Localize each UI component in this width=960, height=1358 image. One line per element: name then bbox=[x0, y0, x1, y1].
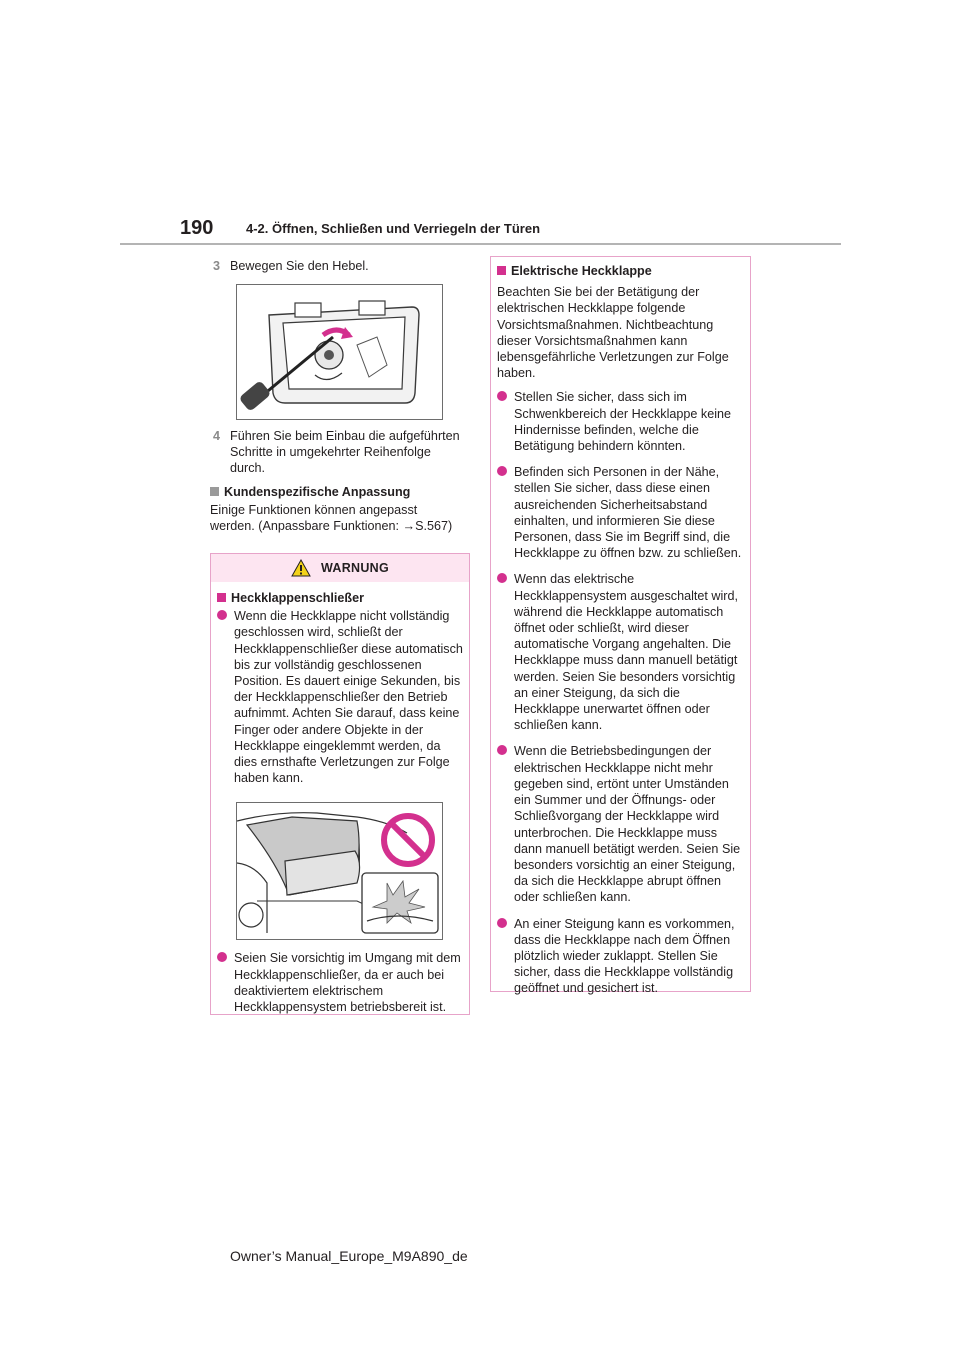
warning-bullet bbox=[217, 950, 463, 1015]
step-3 bbox=[213, 258, 468, 274]
power-bullet bbox=[497, 743, 744, 905]
power-bullet bbox=[497, 389, 744, 454]
warning-box bbox=[210, 553, 470, 1015]
power-bullet bbox=[497, 464, 744, 561]
warning-heading bbox=[217, 590, 463, 606]
warning-heading-text: Heckklappenschließer bbox=[231, 591, 364, 605]
step-4 bbox=[213, 428, 468, 477]
custom-heading bbox=[210, 484, 468, 500]
power-intro: Beachten Sie bei der Betätigung der elektrischen Heckklappe folgende Vorsichtsmaßnahmen. Nichtbeachtung dieser Vorsichtsmaßnahmen kann lebensgefährliche Verletzungen zur Folge haben. bbox=[497, 285, 729, 381]
section-square-icon bbox=[497, 266, 506, 275]
lever-drawing bbox=[237, 285, 442, 419]
bullet-dot-icon bbox=[497, 391, 507, 401]
bullet-dot-icon bbox=[497, 918, 507, 928]
power-bullet-text: An einer Steigung kann es vorkommen, dass die Heckklappe nach dem Öffnen plötzlich wieder zuklappt. Stellen Sie sicher, dass die Heckklappe vollständig geöffnet und gesichert ist. bbox=[514, 916, 735, 996]
bullet-dot-icon bbox=[497, 466, 507, 476]
power-bullet-text: Stellen Sie sicher, dass sich im Schwenkbereich der Heckklappe keine Hindernisse befinden, welche die Betätigung behindern könnten. bbox=[514, 390, 732, 454]
step-number: 4 bbox=[213, 429, 221, 443]
warning-bullet bbox=[217, 608, 463, 786]
custom-text: Einige Funktionen können angepasst werden. (Anpassbare Funktionen: →S.567) bbox=[210, 503, 453, 534]
warning-triangle-icon bbox=[291, 559, 311, 577]
tailgate-illustration bbox=[236, 802, 443, 940]
custom-heading-text: Kundenspezifische Anpassung bbox=[224, 485, 411, 499]
warning-label: WARNUNG bbox=[320, 561, 390, 575]
bullet-dot-icon bbox=[497, 745, 507, 755]
footer-text: Owner’s Manual_Europe_M9A890_de bbox=[230, 1248, 468, 1264]
power-tailgate-box bbox=[490, 256, 751, 996]
power-bullet bbox=[497, 571, 744, 733]
power-heading-text: Elektrische Heckklappe bbox=[511, 264, 652, 278]
power-bullet bbox=[497, 916, 744, 997]
bullet-dot-icon bbox=[217, 952, 227, 962]
warning-bullet-text: Wenn die Heckklappe nicht vollständig geschlossen wird, schließt der Heckklappenschließer diese automatisch bis zur vollständig geschlossenen Position. Es dauert einige Sekunden, bis der Heckklappenschließer den Betrieb aufnimmt. Achten Sie darauf, dass keine Finger oder andere Objekte in der Heckklappe eingeklemmt werden, da dies ernsthafte Verletzungen zur Folge haben kann. bbox=[234, 609, 463, 786]
chapter-title: 4-2. Öffnen, Schließen und Verriegeln der Türen bbox=[246, 221, 541, 236]
section-square-icon bbox=[210, 487, 219, 496]
lever-illustration bbox=[236, 284, 443, 420]
step-text: Bewegen Sie den Hebel. bbox=[230, 259, 369, 273]
power-bullet-text: Befinden sich Personen in der Nähe, stellen Sie sicher, dass diese einen ausreichenden Sicherheitsabstand einhalten, und informieren Sie diese Personen, dass Sie im Begriff sind, die Heckklappe zu öffnen bzw. zu schließen. bbox=[514, 465, 742, 561]
header-rule bbox=[120, 243, 841, 245]
power-heading bbox=[497, 263, 744, 279]
warning-header bbox=[211, 554, 469, 582]
tailgate-drawing bbox=[237, 803, 442, 939]
step-text: Führen Sie beim Einbau die aufgeführten Schritte in umgekehrter Reihenfolge durch. bbox=[230, 429, 460, 476]
bullet-dot-icon bbox=[217, 610, 227, 620]
step-number: 3 bbox=[213, 259, 221, 273]
bullet-dot-icon bbox=[497, 573, 507, 583]
page-number: 190 bbox=[180, 217, 214, 239]
section-square-icon bbox=[217, 593, 226, 602]
power-bullet-text: Wenn das elektrische Heckklappensystem ausgeschaltet wird, während die Heckklappe automatisch öffnet oder schließt, wird dieser automatische Vorgang angehalten. Die Heckklappe muss dann manuell betätigt werden. Seien Sie besonders vorsichtig an einer Steigung, da sich die Heckklappe unerwartet öffnen oder schließen kann. bbox=[514, 572, 738, 733]
warning-bullet-text: Seien Sie vorsichtig im Umgang mit dem Heckklappenschließer, da er auch bei deaktiviertem elektrischem Heckklappensystem betriebsbereit ist. bbox=[234, 951, 461, 1015]
power-bullet-text: Wenn die Betriebsbedingungen der elektrischen Heckklappe nicht mehr gegeben sind, ertönt unter Umständen ein Summer und der Öffnungs- oder Schließvorgang der Heckklappe wird unterbrochen. Die Heckklappe muss dann manuell betätigt werden. Seien Sie besonders vorsichtig an einer Steigung, da sich die Heckklappe abrupt öffnen oder schließen kann. bbox=[514, 744, 741, 905]
